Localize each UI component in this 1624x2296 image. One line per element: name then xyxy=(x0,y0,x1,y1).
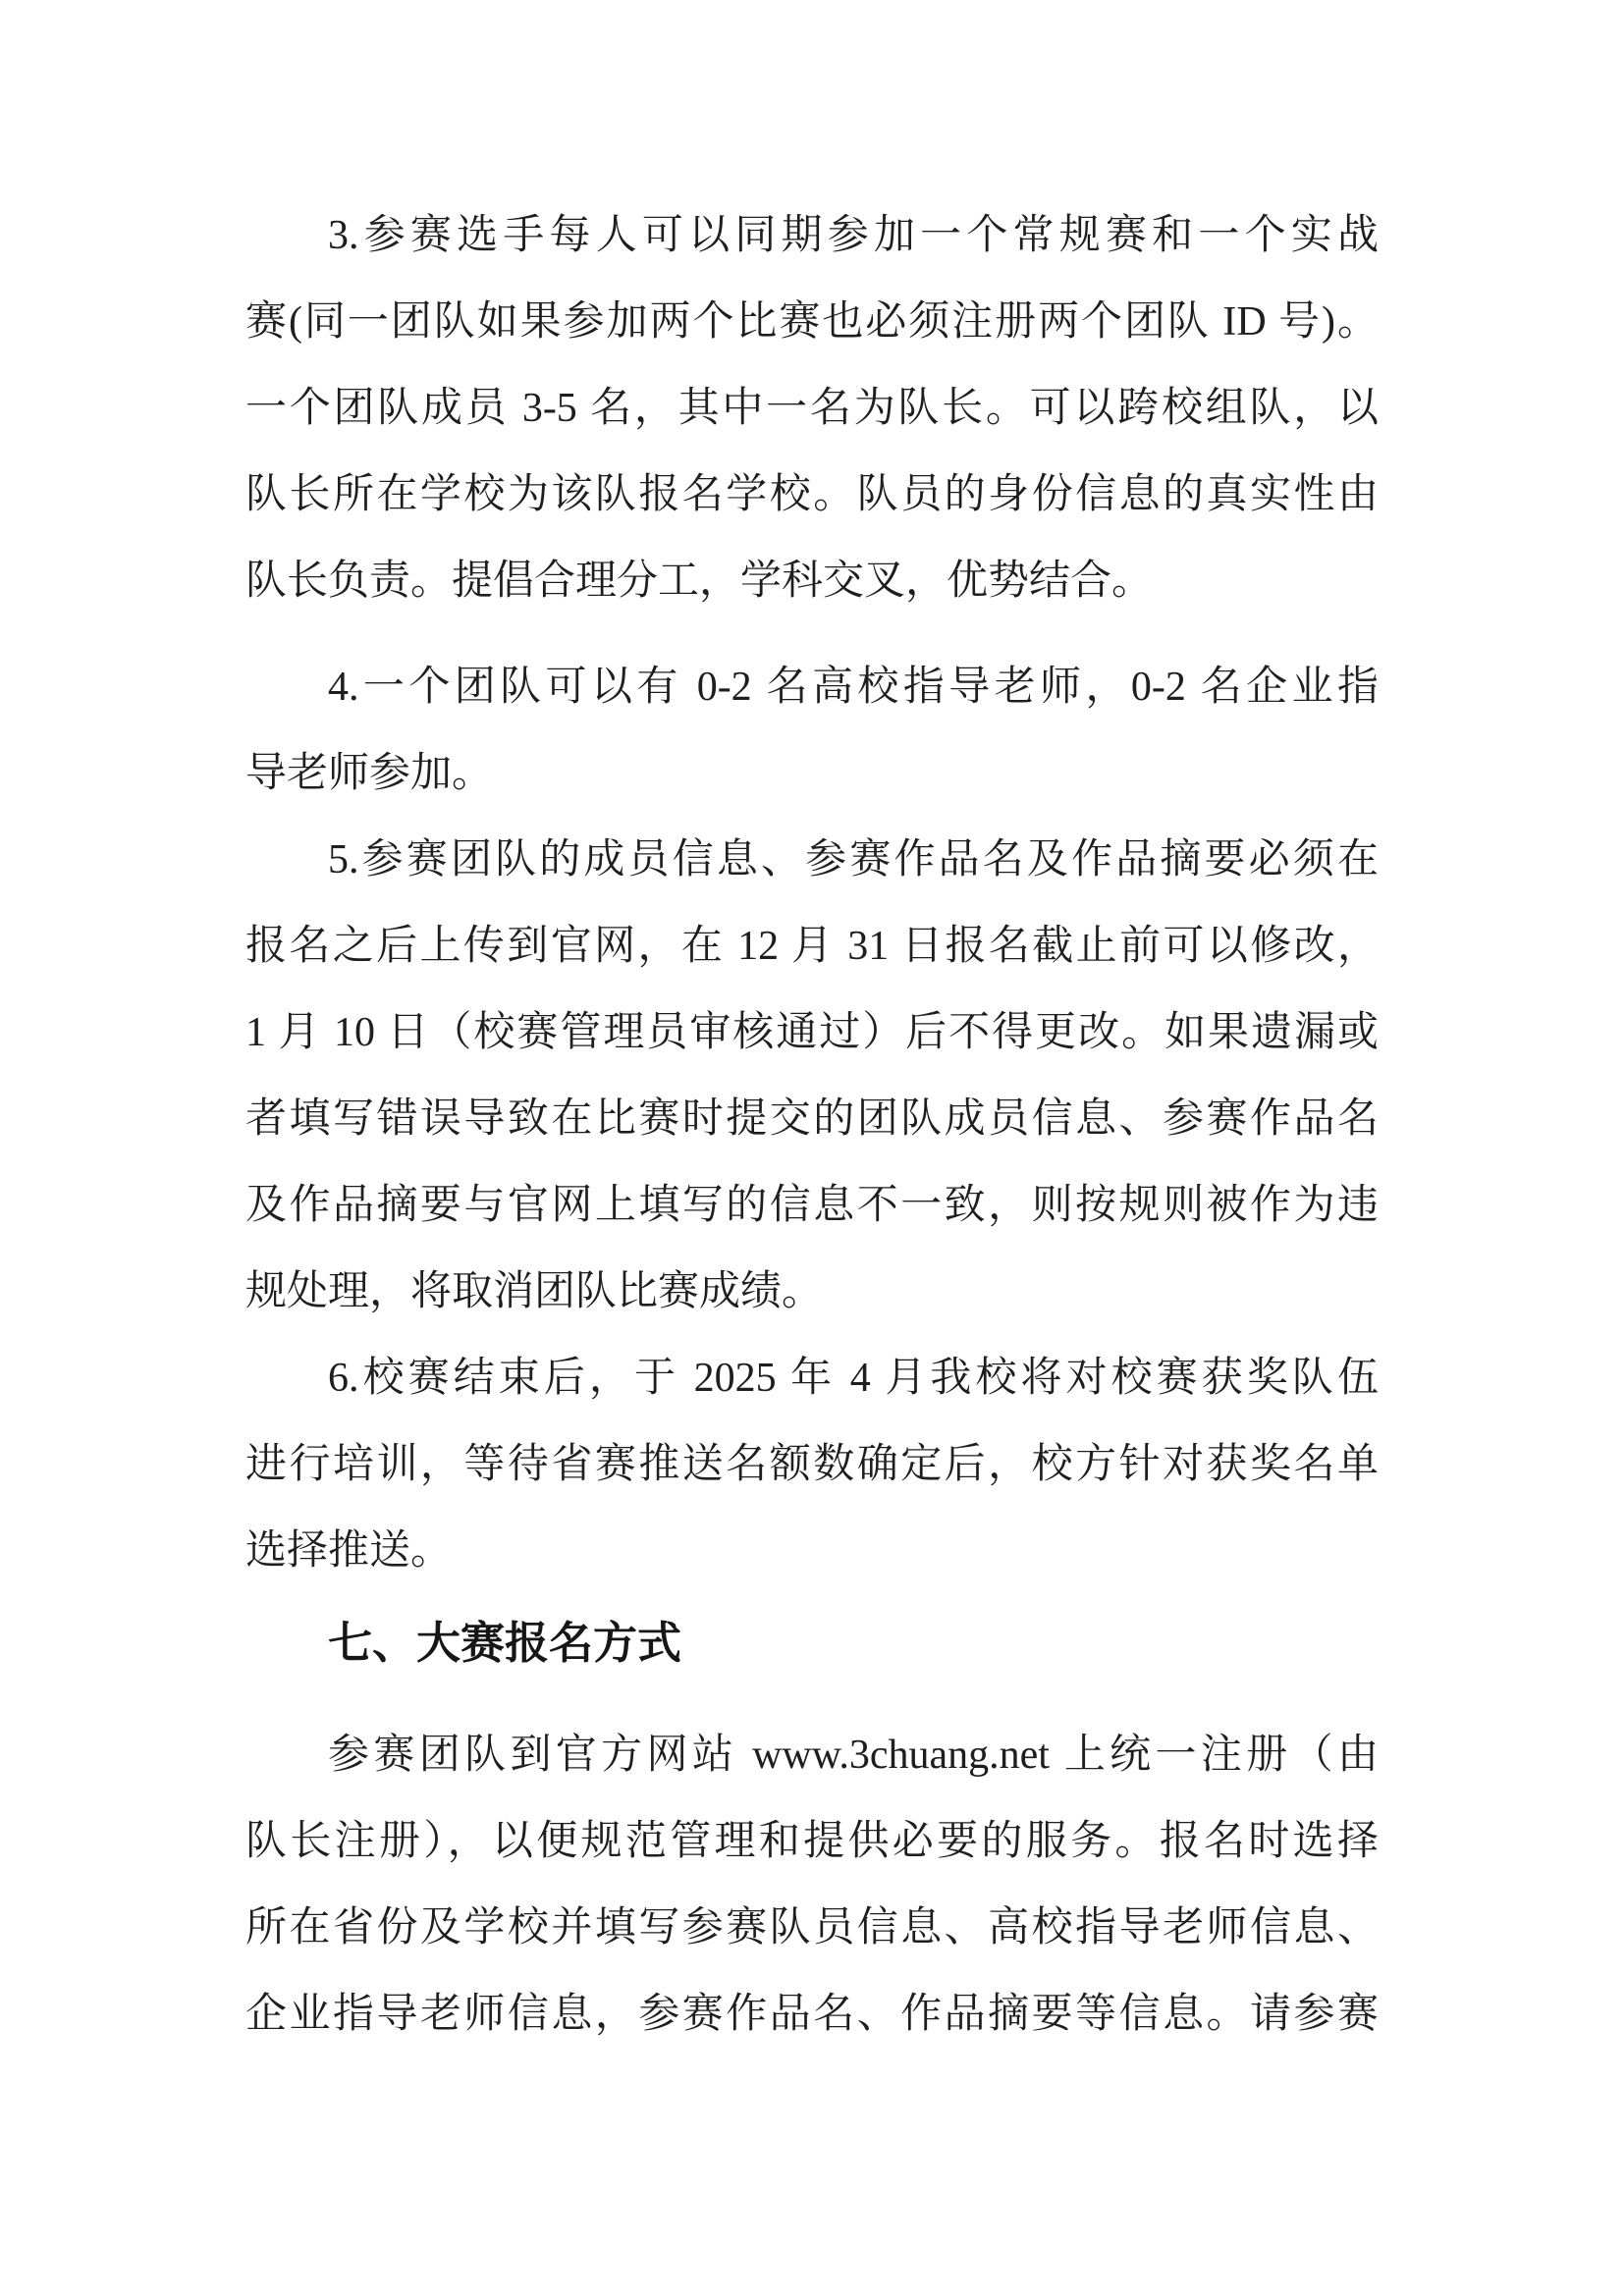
text-line: 3.参赛选手每人可以同期参加一个常规赛和一个实战 xyxy=(328,213,1379,258)
text-line: 赛(同一团队如果参加两个比赛也必须注册两个团队 ID 号)。 xyxy=(245,299,1379,345)
paragraph xyxy=(245,192,1379,624)
paragraph xyxy=(245,817,1379,1335)
document-content xyxy=(245,192,1379,2057)
text-line: 参赛团队到官方网站 www.3chuang.net 上统一注册（由 xyxy=(328,1733,1379,1778)
text-line: 1 月 10 日（校赛管理员审核通过）后不得更改。如果遗漏或 xyxy=(245,1010,1379,1055)
text-line: 及作品摘要与官网上填写的信息不一致，则按规则被作为违 xyxy=(245,1183,1379,1228)
section-heading xyxy=(245,1598,1379,1688)
heading-line: 七、大赛报名方式 xyxy=(328,1618,682,1668)
text-line: 4.一个团队可以有 0-2 名高校指导老师，0-2 名企业指 xyxy=(328,665,1379,710)
text-line: 一个团队成员 3-5 名，其中一名为队长。可以跨校组队，以 xyxy=(245,386,1379,431)
text-line: 队长负责。提倡合理分工，学科交叉，优势结合。 xyxy=(245,559,1154,604)
text-line: 规处理，将取消团队比赛成绩。 xyxy=(245,1269,824,1314)
text-line: 所在省份及学校并填写参赛队员信息、高校指导老师信息、 xyxy=(245,1905,1379,1950)
text-line: 5.参赛团队的成员信息、参赛作品名及作品摘要必须在 xyxy=(328,837,1379,882)
paragraph xyxy=(245,1335,1379,1594)
paragraph xyxy=(245,644,1379,817)
text-line: 报名之后上传到官网，在 12 月 31 日报名截止前可以修改， xyxy=(245,924,1379,969)
text-line: 队长注册），以便规范管理和提供必要的服务。报名时选择 xyxy=(245,1819,1379,1864)
text-line: 导老师参加。 xyxy=(245,751,494,796)
text-line: 6.校赛结束后，于 2025 年 4 月我校将对校赛获奖队伍 xyxy=(328,1356,1379,1401)
text-line: 选择推送。 xyxy=(245,1528,453,1574)
text-line: 者填写错误导致在比赛时提交的团队成员信息、参赛作品名 xyxy=(245,1096,1379,1142)
text-line: 队长所在学校为该队报名学校。队员的身份信息的真实性由 xyxy=(245,472,1379,517)
text-line: 进行培训，等待省赛推送名额数确定后，校方针对获奖名单 xyxy=(245,1442,1379,1487)
paragraph xyxy=(245,1712,1379,2057)
text-line: 企业指导老师信息，参赛作品名、作品摘要等信息。请参赛 xyxy=(245,1992,1379,2037)
